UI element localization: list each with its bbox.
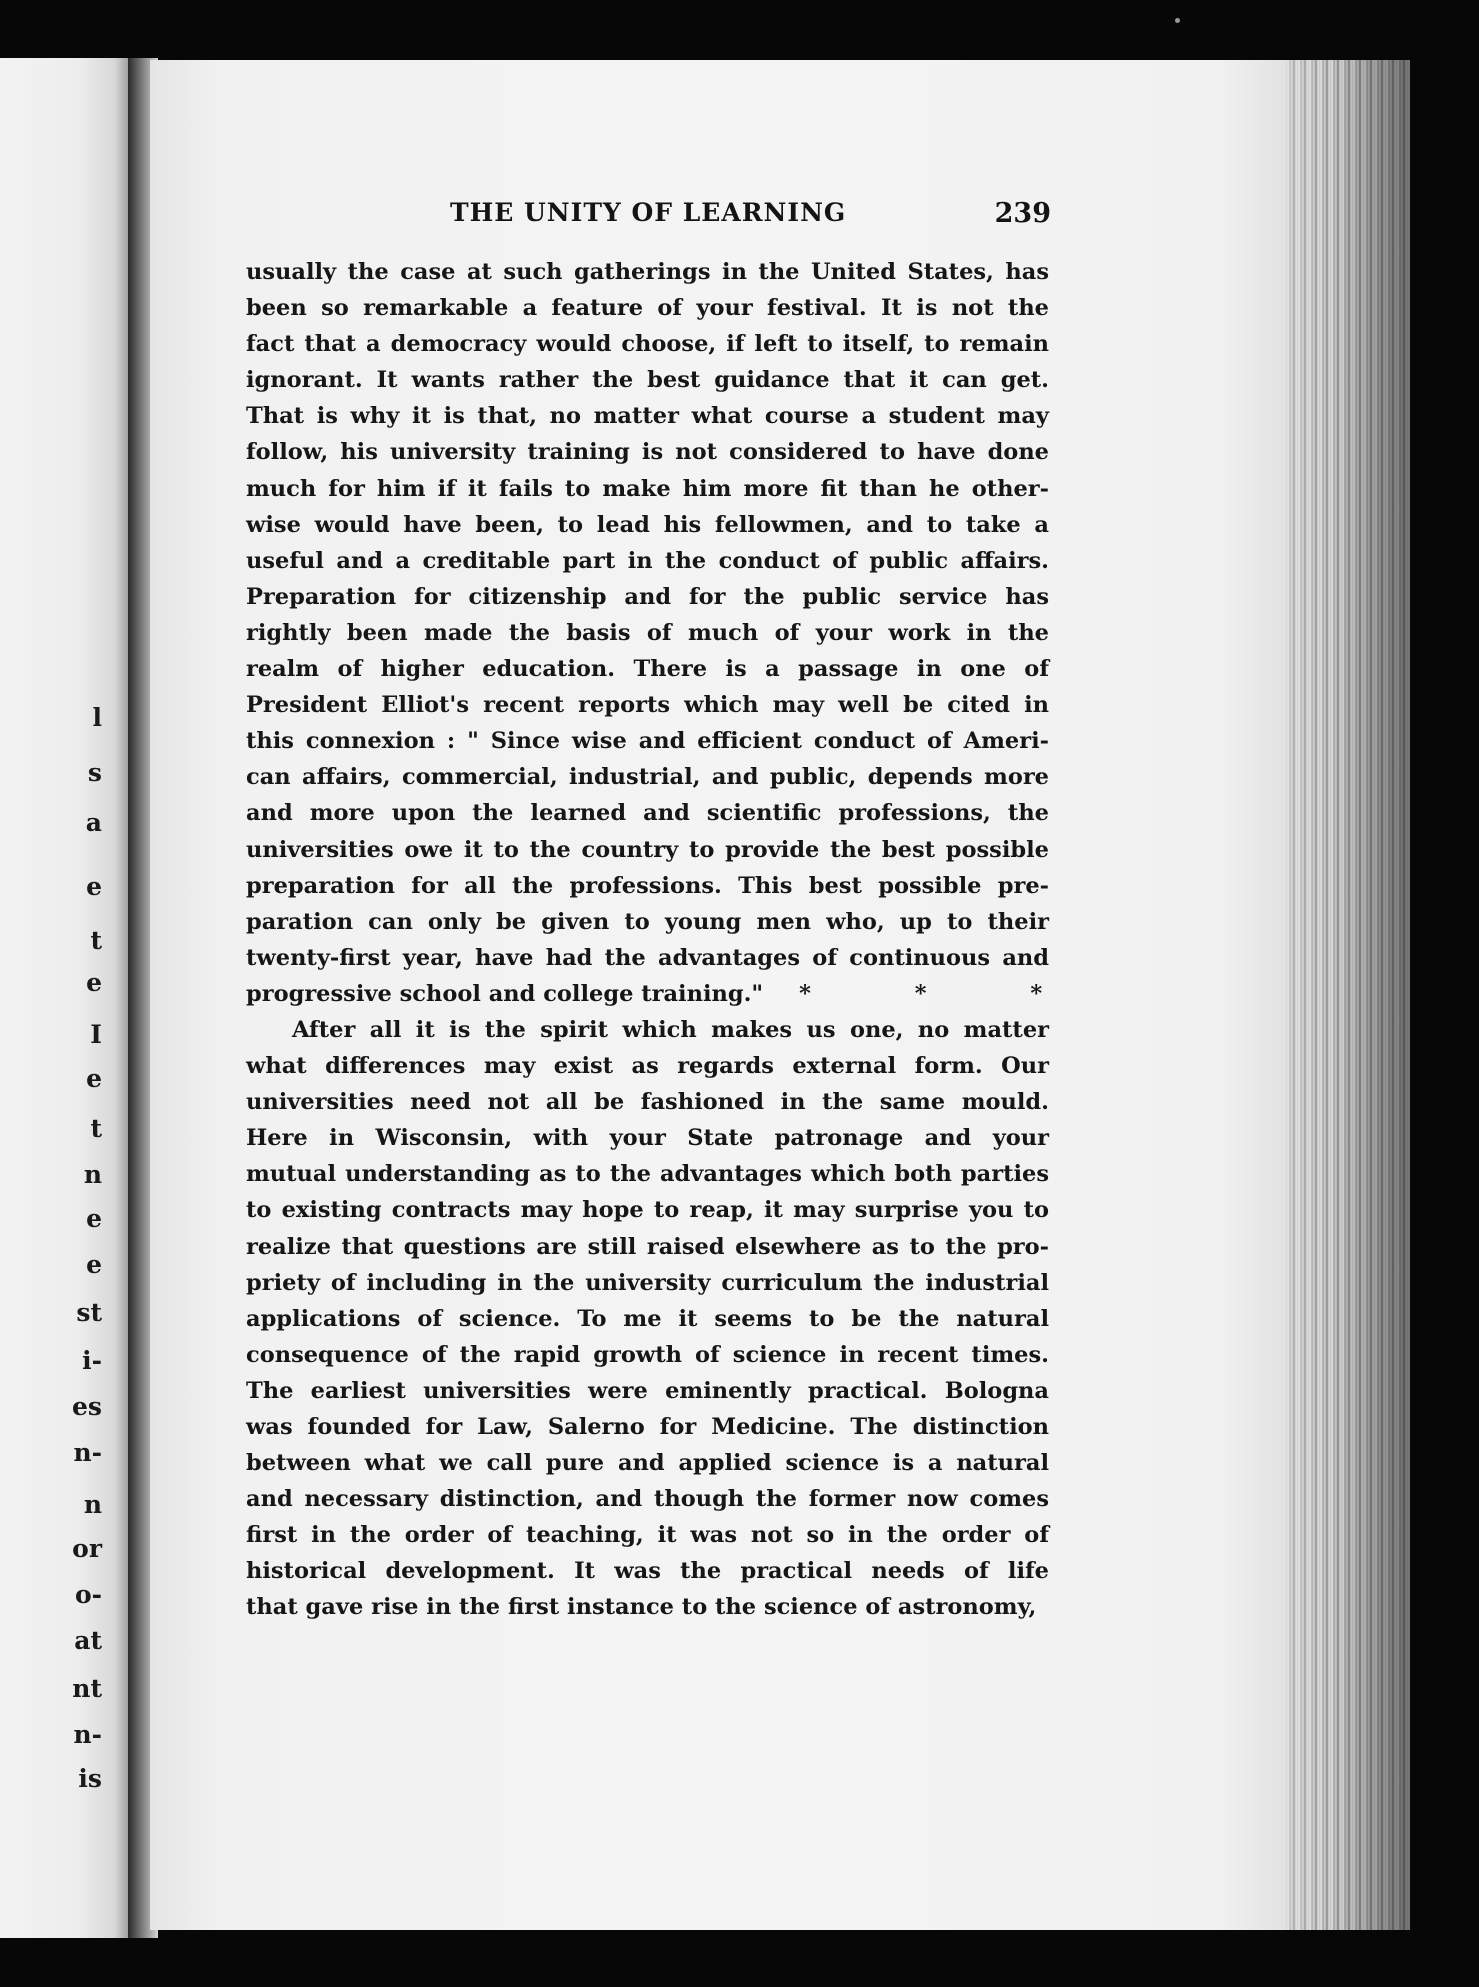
- text-line-content: and necessary distinction, and though the former now comes: [246, 1486, 1049, 1513]
- previous-page-fragment: or: [72, 1534, 102, 1563]
- text-line-content: President Elliot's recent reports which may well be cited in: [246, 692, 1049, 719]
- text-line-content: fact that a democracy would choose, if left to itself, to remain: [246, 331, 1049, 358]
- text-line: [246, 579, 1049, 615]
- text-line: [246, 326, 1049, 362]
- text-line-content: usually the case at such gatherings in the United States, has: [246, 259, 1049, 285]
- previous-page-fragment: o-: [74, 1580, 102, 1609]
- text-line: [246, 543, 1049, 579]
- text-line-content: ignorant. It wants rather the best guidance that it can get.: [246, 367, 1049, 394]
- text-line-content: universities owe it to the country to provide the best possible: [246, 836, 1049, 863]
- text-line: [246, 1409, 1049, 1445]
- text-line: [246, 507, 1049, 543]
- page-fore-edge: [1285, 60, 1410, 1930]
- text-line-content: useful and a creditable part in the conduct of public affairs.: [246, 547, 1049, 574]
- previous-page-fragment: e: [86, 1204, 102, 1233]
- text-line: [246, 1156, 1049, 1192]
- previous-page-fragment: at: [74, 1626, 102, 1655]
- text-line-content: follow, his university training is not considered to have done: [246, 439, 1049, 466]
- previous-page-fragment: t: [90, 926, 102, 955]
- text-line: [246, 651, 1049, 687]
- text-line-content: between what we call pure and applied science is a natural: [246, 1450, 1049, 1477]
- body-text: [246, 254, 1091, 1626]
- text-line: [246, 904, 1049, 940]
- text-line: [246, 434, 1049, 470]
- text-line-content: Preparation for citizenship and for the public service has: [246, 583, 1049, 610]
- text-line-content: what differences may exist as regards external form. Our: [246, 1053, 1049, 1080]
- text-line: [246, 1481, 1049, 1517]
- text-line-content: That is why it is that, no matter what course a student may: [246, 403, 1049, 430]
- text-line: [246, 615, 1049, 651]
- previous-page-fragment: t: [90, 1114, 102, 1143]
- text-line-content: progressive school and college training.": [246, 980, 764, 1007]
- text-line: [246, 1373, 1049, 1409]
- text-line-content: applications of science. To me it seems to be the natural: [246, 1305, 1049, 1332]
- text-line-content: this connexion : " Since wise and efficient conduct of Ameri-: [246, 728, 1049, 755]
- previous-page-edge: [0, 58, 130, 1938]
- text-line: [246, 1445, 1049, 1481]
- previous-page-fragment: n-: [73, 1720, 102, 1749]
- text-line-content: to existing contracts may hope to reap, it may surprise you to: [246, 1197, 1049, 1224]
- text-line-content: paration can only be given to young men who, up to their: [246, 908, 1049, 935]
- text-line-content: can affairs, commercial, industrial, and public, depends more: [246, 764, 1049, 791]
- text-line: [246, 1517, 1049, 1553]
- text-line-content: universities need not all be fashioned in the same mould.: [246, 1089, 1049, 1116]
- text-line-content: preparation for all the professions. This best possible pre-: [246, 872, 1049, 899]
- text-line: [246, 759, 1049, 795]
- previous-page-fragment: n-: [73, 1438, 102, 1467]
- running-head: [245, 198, 1051, 232]
- text-line: [246, 687, 1049, 723]
- previous-page-fragment: e: [86, 1250, 102, 1279]
- text-line: [246, 1192, 1049, 1228]
- text-line: [246, 795, 1049, 831]
- previous-page-fragment: e: [86, 1064, 102, 1093]
- text-line: [246, 1301, 1049, 1337]
- previous-page-text-fragments: [0, 58, 110, 1938]
- previous-page-fragment: n: [83, 1490, 102, 1519]
- text-line-content: that gave rise in the first instance to the science of astronomy,: [246, 1594, 1037, 1621]
- section-break-asterisks: * * *: [799, 980, 1091, 1007]
- text-line: [246, 1229, 1049, 1265]
- text-line: [246, 1084, 1049, 1120]
- previous-page-fragment: e: [86, 872, 102, 901]
- text-line: [246, 398, 1049, 434]
- previous-page-fragment: i-: [82, 1346, 102, 1375]
- previous-page-fragment: nt: [72, 1674, 102, 1703]
- previous-page-fragment: st: [76, 1298, 102, 1327]
- text-line-content: much for him if it fails to make him more fit than he other-: [246, 475, 1049, 502]
- previous-page-fragment: n: [83, 1160, 102, 1189]
- text-line-content: historical development. It was the practical needs of life: [246, 1558, 1049, 1585]
- text-line-content: priety of including in the university curriculum the industrial: [246, 1269, 1049, 1296]
- text-line-content: first in the order of teaching, it was not so in the order of: [246, 1522, 1049, 1549]
- dust-speck: [1175, 18, 1180, 23]
- text-line: [246, 868, 1049, 904]
- text-line: [246, 290, 1049, 326]
- text-line-content: rightly been made the basis of much of your work in the: [246, 619, 1049, 646]
- previous-page-fragment: I: [90, 1020, 102, 1049]
- text-line-content: been so remarkable a feature of your festival. It is not the: [246, 295, 1049, 322]
- text-line: [246, 1265, 1049, 1301]
- text-line: [246, 723, 1049, 759]
- text-line-content: The earliest universities were eminently practical. Bologna: [246, 1377, 1049, 1404]
- previous-page-fragment: a: [85, 808, 102, 837]
- page-number: 239: [994, 198, 1051, 229]
- text-line: [246, 471, 1049, 507]
- text-line: [246, 1012, 1049, 1048]
- text-line: [246, 1553, 1049, 1589]
- text-line-content: consequence of the rapid growth of science in recent times.: [246, 1341, 1049, 1368]
- text-line-content: realize that questions are still raised elsewhere as to the pro-: [246, 1233, 1049, 1260]
- text-line-content: mutual understanding as to the advantages which both parties: [246, 1161, 1049, 1188]
- text-line: [246, 1120, 1049, 1156]
- running-title: THE UNITY OF LEARNING: [450, 198, 847, 227]
- previous-page-fragment: is: [78, 1764, 102, 1793]
- previous-page-fragment: es: [72, 1392, 102, 1421]
- text-line: [246, 254, 1049, 290]
- text-line: [246, 1337, 1049, 1373]
- previous-page-fragment: s: [87, 758, 102, 787]
- text-line-content: was founded for Law, Salerno for Medicine. The distinction: [246, 1414, 1049, 1440]
- text-line: [246, 1048, 1049, 1084]
- text-line-content: After all it is the spirit which makes us one, no matter: [292, 1016, 1049, 1043]
- text-line: [246, 832, 1049, 868]
- text-line-content: realm of higher education. There is a passage in one of: [246, 656, 1049, 683]
- text-line-content: wise would have been, to lead his fellowmen, and to take a: [246, 511, 1049, 538]
- text-line: [246, 940, 1049, 976]
- text-line-content: twenty-first year, have had the advantages of continuous and: [246, 944, 1049, 971]
- previous-page-fragment: l: [92, 703, 102, 732]
- text-line: [246, 976, 1091, 1012]
- text-line-content: Here in Wisconsin, with your State patronage and your: [246, 1125, 1049, 1152]
- previous-page-fragment: e: [86, 968, 102, 997]
- text-line: [246, 362, 1049, 398]
- text-line: [246, 1589, 1049, 1625]
- text-line-content: and more upon the learned and scientific professions, the: [246, 800, 1049, 827]
